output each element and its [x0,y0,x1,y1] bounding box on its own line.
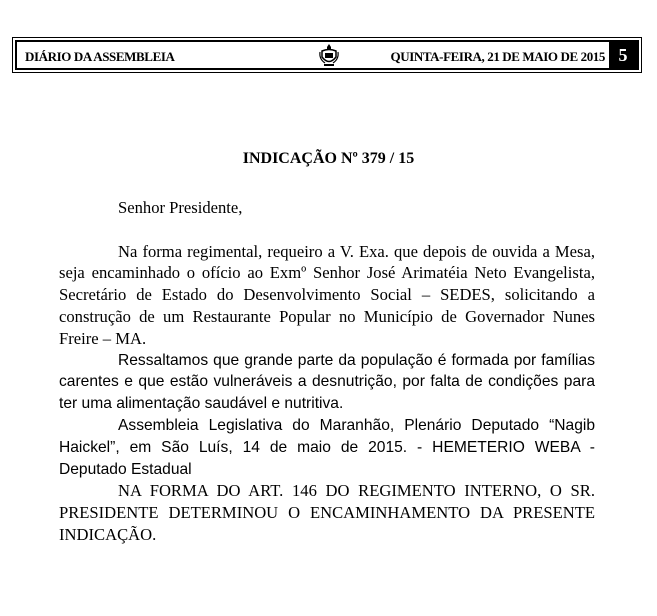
page-header [15,40,639,70]
request-paragraph: Na forma regimental, requeiro a V. Exa. que depois de ouvida a Mesa, seja encaminhado o ofício ao Exmº Senhor José Arimatéia Neto Evangelista, Secretário de Estado do Desenvolvimento Social – SEDES, solicitando a construção de um Restaurante Popular no Município de Governador Nunes Freire – MA. [59,241,595,348]
referral-paragraph: NA FORMA DO ART. 146 DO REGIMENTO INTERNO, O SR. PRESIDENTE DETERMINOU O ENCAMINHAMENTO DA PRESENTE INDICAÇÃO. [59,481,595,544]
signature-paragraph: Assembleia Legislativa do Maranhão, Plenário Deputado “Nagib Haickel”, em São Luís, 14 de maio de 2015. - HEMETERIO WEBA - Deputado Estadual [59,416,595,478]
page-number: 5 [609,42,637,68]
document-body [59,197,595,546]
publication-date: QUINTA-FEIRA, 21 DE MAIO DE 2015 [390,49,605,64]
publication-title: DIÁRIO DA ASSEMBLEIA [25,49,175,64]
document-title: INDICAÇÃO Nº 379 / 15 [242,150,415,167]
justification-paragraph: Ressaltamos que grande parte da população é formada por famílias carentes e que estão vulneráveis a desnutrição, por falta de condições para ter uma alimentação saudável e nutritiva. [59,351,595,413]
coat-of-arms-icon [318,43,340,67]
salutation: Senhor Presidente, [118,198,243,217]
